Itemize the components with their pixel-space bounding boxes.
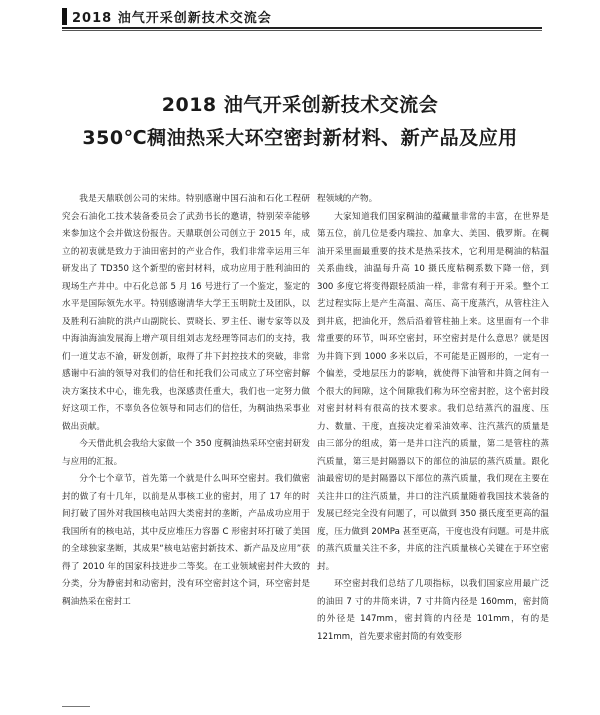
right-column [317,191,549,711]
paragraph: 我是天鼎联创公司的宋炜。特别感谢中国石油和石化工程研究会石油化工技术装备委员会了武劲书长的邀请，特别荣幸能够来参加这个会并做这份报告。天鼎联创公司创立于 2015 年，成立的初衷就是致力于油田密封的产业合作，我们非常幸运用三年研发出了 TD350 这个新型的密封材料，成功应用于胜利油田的现场生产井中。中石化总部 5 月 16 号进行了一个鉴定，鉴定的水平是国际领先水平。特别感谢清华大学王玉明院士及团队，以及胜利石油院的洪卢山副院长、贾晓长、罗主任、谢专家等以及中海油海油发展海上增产项目组刘志龙经理等同志们的支持，我们一道艾志不渝，研发创新，取得了井下封控技术的突破，非常感谢中石油的领导对我们的信任和托我们公司成立了环空密封解决方案技术中心，谁先我，也深感责任重大，我们也一定努力做好这项工作，不辜负各位领导和同志们的信任，为稠油热采事业做出贡献。 [62,194,310,432]
header-rule [62,27,542,29]
header-marker-bar [62,8,67,25]
left-column [62,191,310,711]
running-header-title: 2018 油气开采创新技术交流会 [72,11,272,26]
footer-rule [62,706,90,707]
paragraph: 分个七个章节，首先第一个就是什么叫环空密封。我们做密封的做了有十几年，以前是从事核工业的密封，用了 17 年的时间打破了国外对我国核电站四大类密封的垄断，产品成功应用于我国所有的核电站，其中反应堆压力容器 C 形密封环打破了美国的全球独家垄断，其成果“核电站密封新技术、新产品及应用”获得了 2010 年的国家科技进步二等奖。在工业领域密封件大致的分类，分为静密封和动密封，没有环空密封这个词，环空密封是稠油热采在密封工 [62,474,310,607]
paragraph: 环空密封我们总结了几项指标，以我们国家应用最广泛的油田 7 寸的井筒来讲，7 寸井筒内径是 160mm，密封筒的外径是 147mm，密封筒的内径是 101mm，有的是 121mm，首先要求密封筒的有效变形 [317,579,549,642]
paragraph-continued: 程领域的产物。 [317,194,378,204]
header-rule-thin [62,30,542,31]
article-title-line-1: 2018 油气开采创新技术交流会 [161,94,439,116]
paragraph: 今天借此机会我给大家做一个 350 度稠油热采环空密封研发与应用的汇报。 [62,439,310,467]
paragraph: 大家知道我们国家稠油的蕴藏量非常的丰富，在世界是第五位，前几位是委内瑞拉、加拿大、美国、俄罗斯。在稠油开采里面最重要的技术是热采技术，它利用是稠油的粘温关系曲线，油温每升高 10 摄氏度粘稠系数下降一倍，到 300 多度它将变得跟轻质油一样，非常有利于开采。整个工艺过程实际上是产生高温、高压、高干度蒸汽，从管柱注入到井底，把油化开，然后沿着管柱抽上来。这里面有一个非常重要的环节，叫环空密封，环空密封是什么意思？就是因为井筒下到 1000 多米以后，不可能是正圆形的，一定有一个偏差，受地层压力的影响，就使得下油管和井筒之间有一个很大的间隙，这个间隙我们称为环空密封腔，这个密封段对密封材料有很高的技术要求。我们总结蒸汽的温度、压力、数量、干度，直接决定着采油效率、注汽蒸汽的质量是由三部分的组成，第一是井口注汽的质量，第二是管柱的蒸汽质量，第三是封隔器以下的部位的油层的蒸汽质量。跟化油最密切的是封隔器以下部位的蒸汽质量，我们现在主要在关注井口的注汽质量，井口的注汽质量随着我国技术装备的发展已经完全没有问题了，可以做到 350 摄氏度至更高的温度，压力做到 20MPa 甚至更高，干度也没有问题。可是井底的蒸汽质量关注不多，井底的注汽质量核心关键在于环空密封。 [317,211,549,572]
article-title-line-2: 350℃稠油热采大环空密封新材料、新产品及应用 [82,127,518,149]
